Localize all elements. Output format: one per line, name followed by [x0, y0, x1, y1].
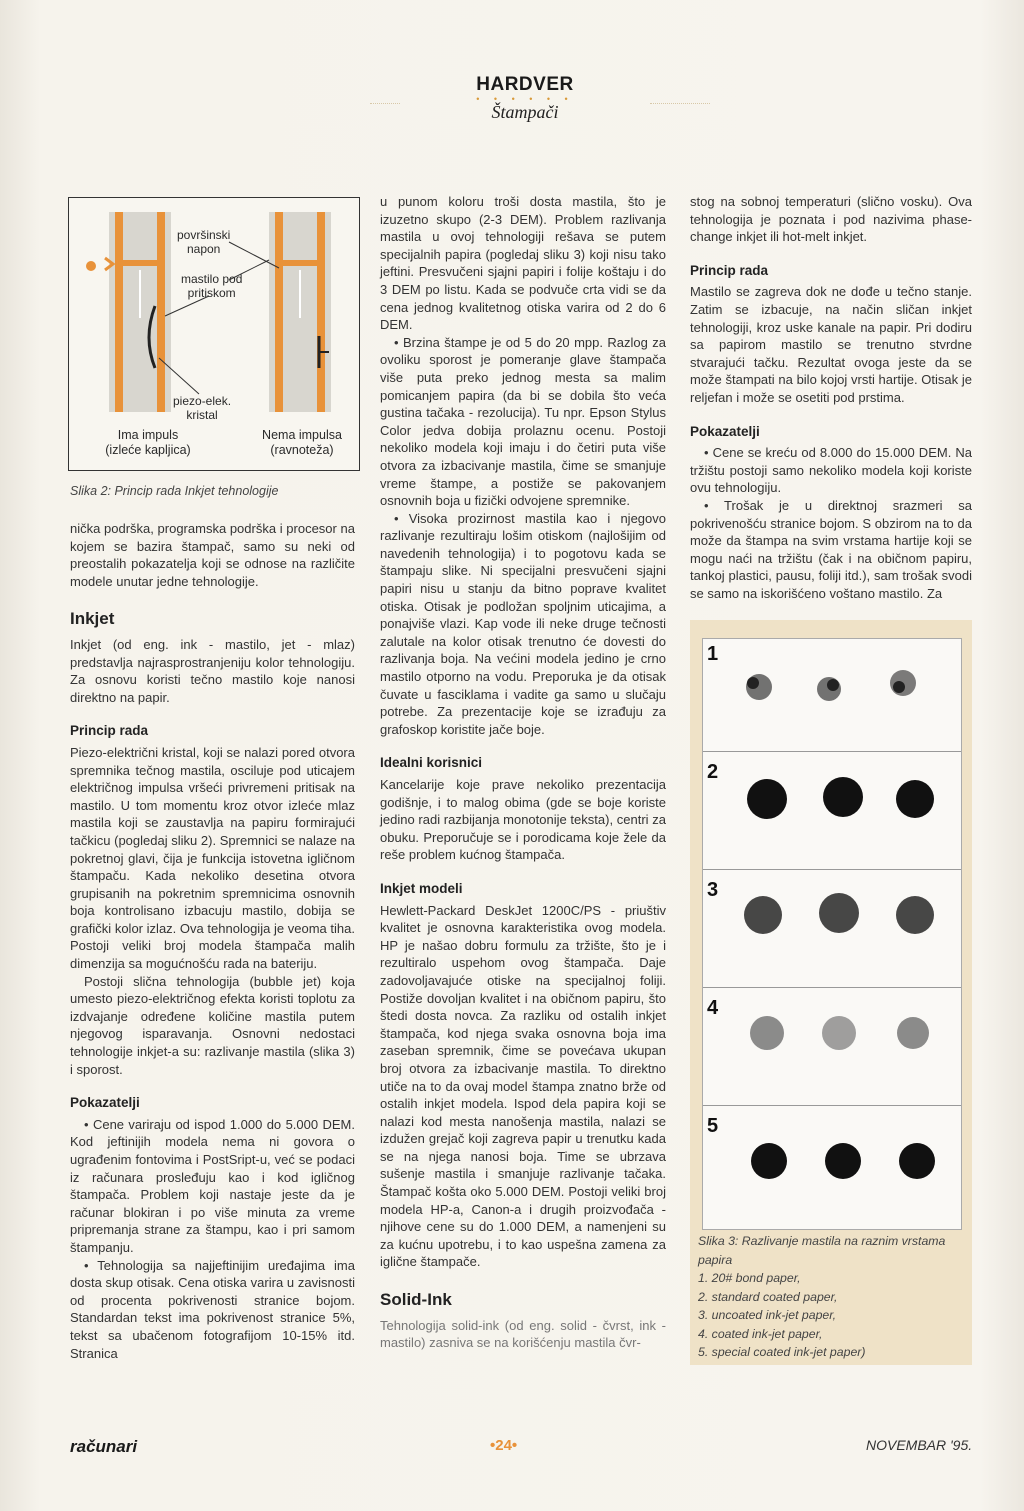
paragraph: nička podrška, programska podrška i procesor na kojem se bazira štampač, samo su neki od preostalih pokazatelja koji se odnose na različite modele unutar jedne tehnologije.	[70, 521, 355, 589]
paragraph: • Visoka prozirnost mastila kao i njegovo razlivanje rezultiraju lošim otiskom (najlošijim od navedenih tehnologija) i to pogotovu kada se štampaju slike. Ni specijalni presvučeni sjajni papiri nisu u stanju da bitno poprave kvalitet otiska. Otisak je podložan spoljnim uticajima, a ponajviše vlazi. Kap vode ili neke druge tečnosti zalutale na kolor otisak trenutno će dovesti do razlivanja boja. Na većini modela jedino je crno mastilo otporno na vodu. Preporuka je da otisak čuvate u fasciklama i vadite ga samo u slučaju potrebe. Za prezentacije koje se izrađuju za grafoskop koristite jače boje.	[380, 510, 666, 737]
ink-samples-panel	[702, 638, 962, 1230]
sample-row-5	[703, 1111, 961, 1223]
column-3	[690, 193, 972, 602]
magazine-name: računari	[70, 1437, 138, 1456]
header-dots: • • • • • •	[476, 94, 574, 104]
sample-row-1	[703, 639, 961, 752]
paragraph: Hewlett-Packard DeskJet 1200C/PS - priuštiv kvalitet je osnovna karakteristika ovog modela. HP je našao dobru formulu za tržište, što je i rezultiralo uspehom ovog štampača. Daje zadovoljavajuće otiske na specijalnoj foliji. Postiže dovoljan kvalitet i na običnom papiru, što štedi dosta novca. Za razliku od ostalih inkjet štampača, kod njega svaka osnovna boja ima zaseban spremnik, čime se povećava ukupan broj otvora za izbacivanje mastila. To direktno utiče na to da ovaj model štampa znatno brže od ostalih inkjet modela. Ispod dela papira koji se nalazi kod mesta nanošenja mastila, nalazi se izdužen grejač koji zagreva papir u trenutku kada se na njega nanosi boja. Time se ubrzava sušenje mastila i smanjuje razlivanje tačaka. Štampač košta oko 5.000 DEM. Postoji veliki broj modela HP-a, Canon-a i drugih proizvođača - njihove cene su do 1.000 DEM, a namenjeni su za kućnu upotrebu, i to kao uspešna zamena za iglične štampače.	[380, 902, 666, 1270]
ink-spots	[703, 757, 961, 869]
label-surface-tension: površinski napon	[177, 228, 231, 256]
row-number: 2	[707, 761, 719, 783]
column-2	[380, 193, 666, 1352]
paragraph: Piezo-električni kristal, koji se nalazi pored otvora spremnika tečnog mastila, osciluje pod uticajem električnog impulsa vršeći privremeni pritisak na mastilo. U tom momentu kroz otvor izleće mlaz mastila koji se zaustavlja na papiru formirajući tačkicu (pogledaj sliku 2). Spremnici se nalaze na pokretnoj glavi, čija je funkcija istovetna igličnom štampaču. Kada nekoliko desetina otvora grupisanih na pokretnim spremnicima osnovnih boja kontrolisano izbacuju mastilo, dobija se grafički kolor izlaz. Ova tehnologija je veoma tiha. Postoji veliki broj modela štampača malih dimenzija sa mogućnošću rada na bateriju.	[70, 744, 355, 972]
paragraph: • Brzina štampe je od 5 do 20 mpp. Razlog za ovoliku sporost je pomeranje glave štampača više puta preko jednog mesta sa malim pomicanjem papira (da bi se dobila što veća gustina tačaka - rezolucija). Tu npr. Epson Stylus Color jedva dobija prolaznu ocenu. Postoji nekoliko modela koji imaju i do četiri puta više otvora za izbacivanje mastila, čime se smanjuje vreme štampe, a postiže se pakovanjem osnovnih boja u fizički odvojene spremnike.	[380, 334, 666, 509]
figure3-caption	[698, 1232, 964, 1362]
caption-item: 1. 20# bond paper,	[698, 1271, 801, 1285]
heading-solid-ink: Solid-Ink	[380, 1290, 452, 1310]
left-nozzle-wall	[115, 212, 123, 412]
row-number: 5	[707, 1115, 719, 1137]
ink-droplet	[86, 261, 96, 271]
figure-ink-spread	[690, 620, 972, 1365]
sample-row-3	[703, 875, 961, 988]
section-title: HARDVER	[476, 74, 574, 95]
heading-modeli: Inkjet modeli	[380, 880, 463, 896]
label-piezo: piezo-elek. kristal	[173, 394, 232, 422]
heading-inkjet: Inkjet	[70, 609, 115, 629]
page-number: •24•	[490, 1437, 518, 1454]
paragraph: stog na sobnoj temperaturi (slično vosku). Ova tehnologija je poznata i pod nazivima phase-change inkjet ili hot-melt inkjet.	[690, 194, 972, 245]
row-number: 4	[707, 997, 719, 1019]
figure2-caption: Slika 2: Princip rada Inkjet tehnologije	[70, 484, 279, 498]
ink-spots	[703, 1111, 961, 1223]
section-subtitle: Štampači	[491, 102, 559, 122]
paragraph: • Cene variraju od ispod 1.000 do 5.000 DEM. Kod jeftinijih modela nema ni govora o ugrađenim fontovima i PostSript-u, već se podaci iz računara prosleđuju kao i kod igličnog štampača. Problem koji nastaje jeste da je računar blokiran i po više minuta za vreme pripremanja strane za štampu, kao i pri samom štampanju.	[70, 1116, 355, 1255]
issue-date: NOVEMBAR '95.	[866, 1437, 973, 1453]
caption-item: 3. uncoated ink-jet paper,	[698, 1308, 837, 1322]
column-1	[70, 520, 355, 1362]
left-nozzle-wall-2	[157, 212, 165, 412]
heading-pokazatelji-solid: Pokazatelji	[690, 423, 760, 439]
paragraph: • Trošak je u direktnoj srazmeri sa pokrivenošću stranice bojom. S obzirom na to da može da štampa na svim vrstama hartije koji se mogu naći na tržištu (čak i na običnom papiru, tankoj plastici, pausu, foliji itd.), sam trošak svodi se samo na iskorišćeno voštano mastilo. Za	[690, 497, 972, 601]
paragraph: • Tehnologija sa najjeftinijim uređajima ima dosta skup otisak. Cena otiska varira u zavisnosti od procenta pokrivenosti stranice bojom. Standardan tekst ima pokrivenost stranice 5%, tekst sa ubačenom fotografijom 10-15% itd. Stranica	[70, 1257, 355, 1361]
caption-title: Slika 3: Razlivanje mastila na raznim vrstama papira	[698, 1234, 946, 1267]
heading-idealni: Idealni korisnici	[380, 755, 483, 771]
heading-princip-solid: Princip rada	[690, 262, 769, 278]
caption-item: 4. coated ink-jet paper,	[698, 1326, 823, 1341]
row-number: 1	[707, 643, 719, 665]
paragraph: Mastilo se zagreva dok ne dođe u tečno stanje. Zatim se izbacuje, na način sličan inkjet tehnologiji, kroz uske kanale na papir. Pri dodiru sa papirom mastilo se trenutno stvrdne stvarajući tačku. Rezultat ovoga jeste da se može štampati na bilo kojoj vrsti hartije. Otisak je reljefan i može se osetiti pod prstima.	[690, 284, 972, 405]
paragraph: Kancelarije koje prave nekoliko prezentacija godišnje, i to malog obima (gde se boje koriste jedino radi razbijanja monotonije teksta), centri za obuku. Preporučuje se i porodicama koje žele da reše problem kućnog štampača.	[380, 777, 666, 863]
row-number: 3	[707, 879, 719, 901]
paragraph: • Cene se kreću od 8.000 do 15.000 DEM. Na tržištu postoji samo nekoliko modela koji koriste ovu tehnologiju.	[690, 445, 972, 496]
ink-spots	[703, 875, 961, 987]
label-no-impulse: Nema impulsa (ravnoteža)	[262, 428, 342, 457]
paragraph: Postoji slična tehnologija (bubble jet) koja umesto piezo-električnog efekta koristi toplotu za izdvajanje određene količine mastila putem njegovog isparavanja. Osnovni nedostaci tehnologije inkjet-a su: razlivanje mastila (slika 3) i sporost.	[70, 973, 355, 1077]
label-impulse: Ima impuls (izleće kapljica)	[105, 428, 191, 457]
page-header	[400, 74, 650, 123]
caption-item: 5. special coated ink-jet paper)	[698, 1345, 866, 1359]
ink-spots	[703, 639, 961, 751]
heading-pokazatelji: Pokazatelji	[70, 1095, 140, 1111]
paragraph: u punom koloru troši dosta mastila, što je izuzetno skupo (2-3 DEM). Problem razlivanja mastila u ovoj tehnologiji rešava se putem specijalnih papira (pogledaj sliku 3) koji nisu tako jeftini. Presvučeni sjajni papiri i folije koštaju i do 3 DEM po listu. Kada se podvuče crta vidi se da cena jednog kvalitetnog otiska varira od 2 do 6 DEM.	[380, 194, 666, 333]
paragraph: Inkjet (od eng. ink - mastilo, jet - mlaz) predstavlja najrasprostranjeniju kolor tehnologiju. Za osnovu koristi tečno mastilo koje nanosi direktno na papir.	[70, 636, 355, 705]
ink-spots	[703, 993, 961, 1105]
label-ink-pressure: mastilo pod pritiskom	[181, 272, 243, 300]
caption-item: 2. standard coated paper,	[698, 1289, 838, 1304]
figure-inkjet-principle	[68, 197, 360, 471]
heading-princip: Princip rada	[70, 723, 149, 739]
paragraph: Tehnologija solid-ink (od eng. solid - čvrst, ink - mastilo) zasniva se na korišćenju mastila čvr-	[380, 1317, 666, 1351]
sample-row-4	[703, 993, 961, 1106]
sample-row-2	[703, 757, 961, 870]
